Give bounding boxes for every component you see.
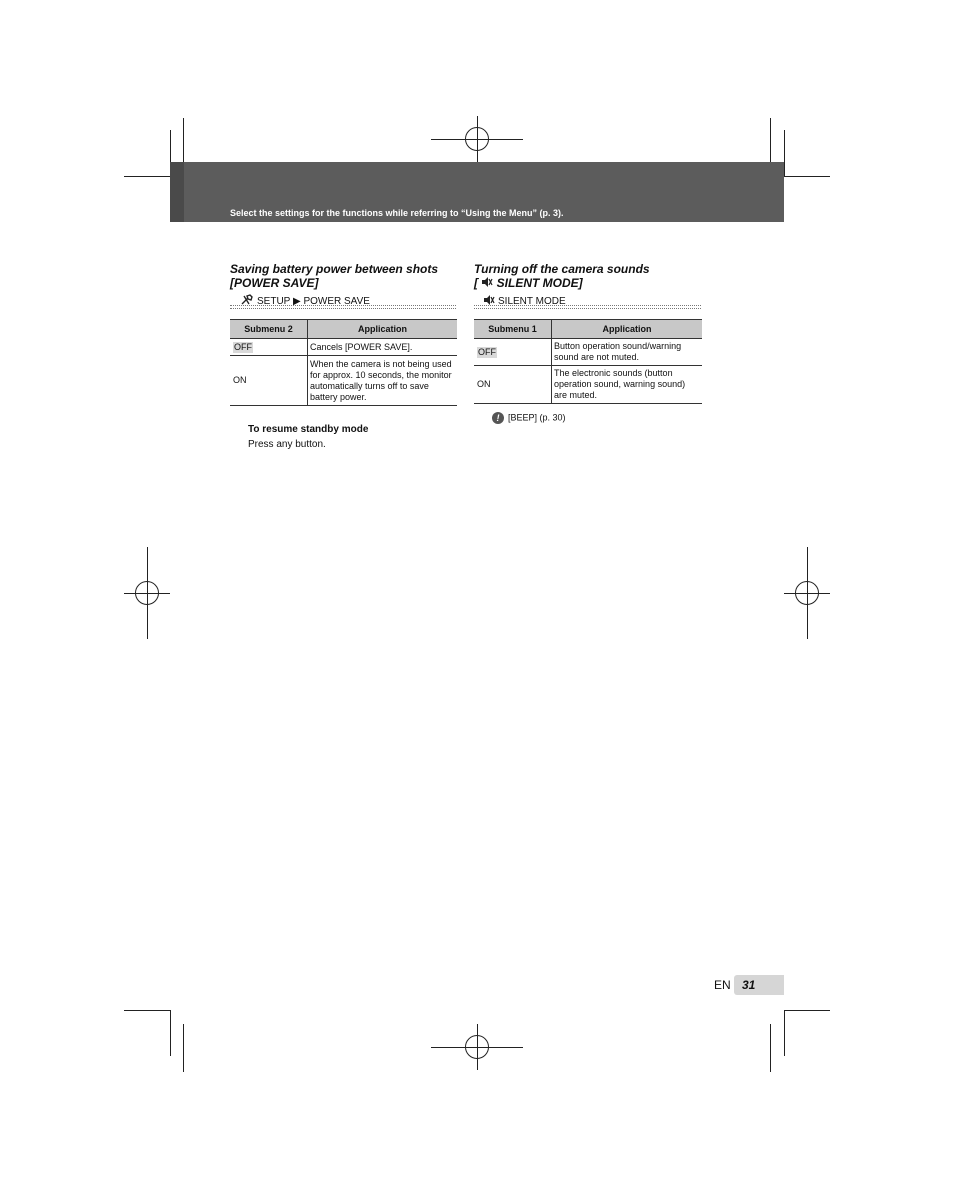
- path-power-save-label: POWER SAVE: [303, 296, 370, 308]
- resume-heading: To resume standby mode: [248, 424, 369, 435]
- table-header-submenu: Submenu 2: [230, 320, 308, 339]
- table-cell-description: Cancels [POWER SAVE].: [308, 339, 458, 356]
- title-bracket: [: [474, 276, 478, 290]
- path-arrow-icon: ▶: [292, 296, 301, 308]
- page-number: 31: [742, 978, 756, 992]
- table-header-row: [230, 320, 457, 339]
- table-header-row: [474, 320, 702, 339]
- silent-mode-icon: [483, 294, 495, 309]
- header-instruction: Select the settings for the functions while referring to “Using the Menu” (p. 3).: [230, 208, 564, 218]
- table-cell-description: The electronic sounds (button operation sound, warning sound) are muted.: [552, 366, 703, 404]
- power-save-menu-path: [240, 294, 370, 309]
- power-save-title: [230, 262, 438, 290]
- silent-mode-table: [474, 319, 702, 404]
- table-row: [474, 339, 702, 366]
- silent-mode-title-line1: Turning off the camera sounds: [474, 262, 650, 276]
- table-header-application: Application: [552, 320, 703, 339]
- setup-wrench-icon: [240, 294, 254, 309]
- resume-text: Press any button.: [248, 439, 326, 450]
- divider: [474, 305, 701, 306]
- option-off: OFF: [234, 341, 252, 352]
- beep-note-text: [BEEP] (p. 30): [508, 412, 566, 423]
- header-tab-strip: [170, 162, 184, 222]
- header-band: [170, 162, 784, 222]
- beep-note: [492, 412, 566, 424]
- table-row: [474, 366, 702, 404]
- silent-mode-title-line2: [474, 276, 650, 290]
- power-save-title-line1: Saving battery power between shots: [230, 262, 439, 276]
- silent-mode-icon: [478, 276, 493, 290]
- table-cell-option: [474, 339, 552, 366]
- silent-mode-title: [474, 262, 650, 290]
- divider: [230, 308, 456, 309]
- path-setup-label: SETUP: [257, 296, 291, 308]
- table-cell-description: When the camera is not being used for approx. 10 seconds, the monitor automatically turns off to save battery power.: [308, 356, 458, 406]
- table-cell-option: ON: [474, 366, 552, 404]
- power-save-title-line2: [POWER SAVE]: [230, 276, 319, 290]
- table-header-submenu: Submenu 1: [474, 320, 552, 339]
- language-label: EN: [714, 978, 731, 992]
- table-header-application: Application: [308, 320, 458, 339]
- silent-mode-menu-path: [483, 294, 566, 309]
- table-row: [230, 356, 457, 406]
- table-cell-option: ON: [230, 356, 308, 406]
- divider: [230, 305, 456, 306]
- table-cell-description: Button operation sound/warning sound are not muted.: [552, 339, 703, 366]
- silent-mode-title-text: SILENT MODE]: [493, 276, 583, 290]
- option-off: OFF: [478, 346, 496, 357]
- table-row: [230, 339, 457, 356]
- path-silent-mode-label: SILENT MODE: [498, 296, 566, 308]
- caution-icon: !: [492, 412, 504, 424]
- power-save-table: [230, 319, 457, 406]
- divider: [474, 308, 701, 309]
- table-cell-option: [230, 339, 308, 356]
